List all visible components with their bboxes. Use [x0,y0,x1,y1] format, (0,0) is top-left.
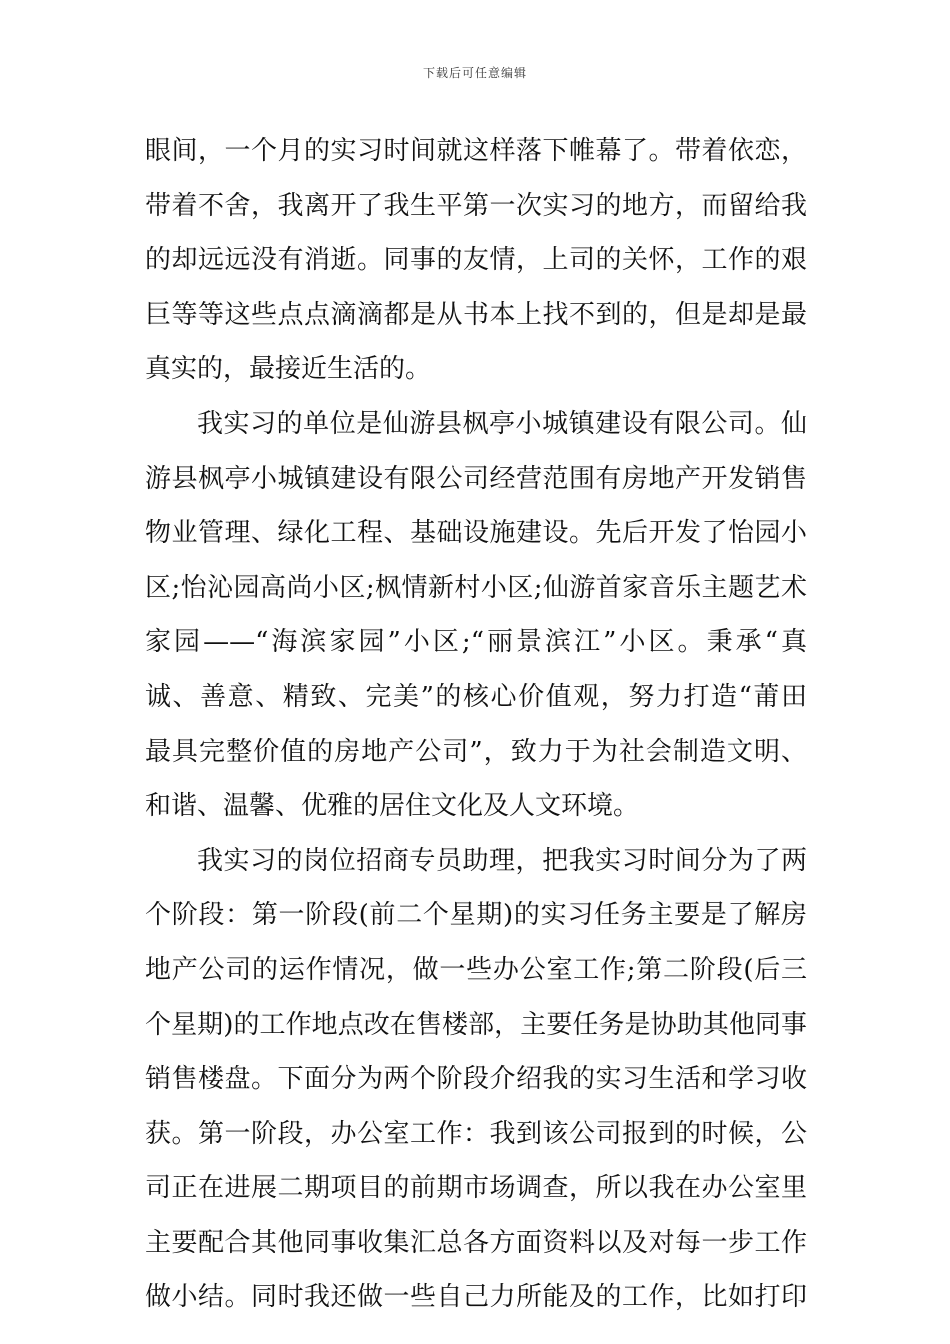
text-line: 个阶段：第一阶段(前二个星期)的实习任务主要是了解房 [145,900,807,931]
text-line: 做小结。同时我还做一些自己力所能及的工作，比如打印 [145,1282,807,1313]
text-line: 个星期)的工作地点改在售楼部，主要任务是协助其他同事 [145,1009,807,1040]
text-line: 游县枫亭小城镇建设有限公司经营范围有房地产开发销售 [145,463,807,494]
text-line: 的却远远没有消逝。同事的友情，上司的关怀，工作的艰 [145,245,807,276]
text-line: 司正在进展二期项目的前期市场调查，所以我在办公室里 [145,1173,807,1204]
text-line: 最具完整价值的房地产公司”，致力于为社会制造文明、 [145,736,807,767]
page-header-note: 下载后可任意编辑 [422,66,527,80]
text-line: 巨等等这些点点滴滴都是从书本上找不到的，但是却是最 [145,299,807,330]
text-line: 物业管理、绿化工程、基础设施建设。先后开发了怡园小 [145,518,807,549]
text-line: 我实习的岗位招商专员助理，把我实习时间分为了两 [197,845,807,876]
text-line: 获。第一阶段，办公室工作：我到该公司报到的时候，公 [145,1118,807,1149]
text-line: 地产公司的运作情况，做一些办公室工作;第二阶段(后三 [145,954,807,985]
text-line: 销售楼盘。下面分为两个阶段介绍我的实习生活和学习收 [145,1064,807,1095]
text-line: 眼间，一个月的实习时间就这样落下帷幕了。带着依恋， [145,136,807,166]
text-line: 诚、善意、精致、完美”的核心价值观，努力打造“莆田 [145,681,807,712]
text-line: 带着不舍，我离开了我生平第一次实习的地方，而留给我 [145,190,807,221]
text-line: 真实的，最接近生活的。 [145,354,432,385]
text-line: 家园——“海滨家园”小区;“丽景滨江”小区。秉承“真 [145,627,807,658]
document-body [145,124,807,1325]
text-line: 我实习的单位是仙游县枫亭小城镇建设有限公司。仙 [197,408,807,439]
text-line: 主要配合其他同事收集汇总各方面资料以及对每一步工作 [145,1227,807,1258]
text-line: 区;怡沁园高尚小区;枫情新村小区;仙游首家音乐主题艺术 [145,572,807,603]
text-line: 和谐、温馨、优雅的居住文化及人文环境。 [145,791,640,822]
